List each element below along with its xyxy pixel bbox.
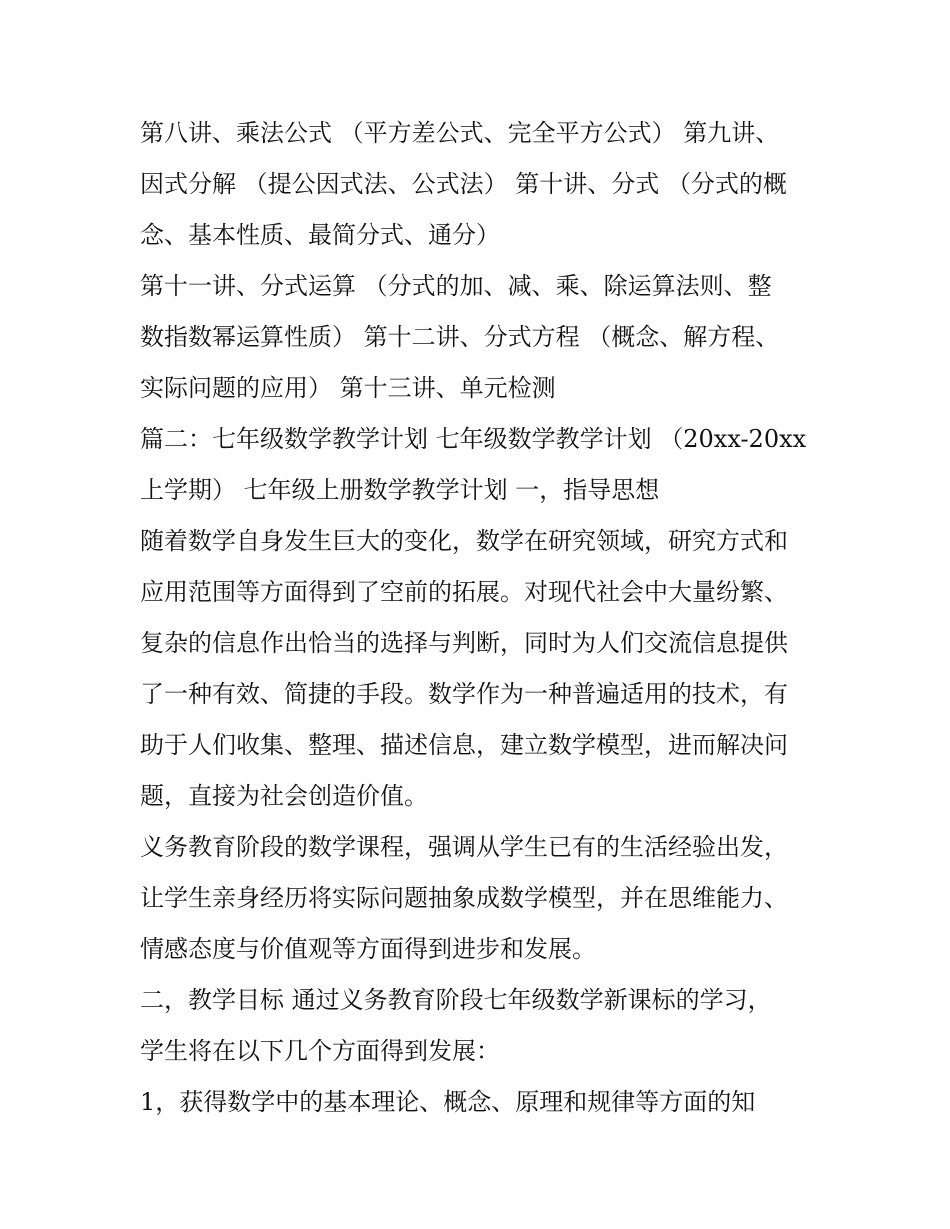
text-line: 上学期） 七年级上册数学教学计划 一，指导思想: [140, 476, 660, 504]
text-line: 二，教学目标 通过义务教育阶段七年级数学新课标的学习，: [140, 986, 772, 1014]
text-line: 情感态度与价值观等方面得到进步和发展。: [140, 935, 596, 963]
text-line: 复杂的信息作出恰当的选择与判断，同时为人们交流信息提供: [140, 629, 788, 657]
text-line: 了一种有效、简捷的手段。数学作为一种普遍适用的技术，有: [140, 680, 788, 708]
text-line: 1，获得数学中的基本理论、概念、原理和规律等方面的知: [140, 1088, 756, 1116]
text-line: 随着数学自身发生巨大的变化，数学在研究领域，研究方式和: [140, 527, 788, 555]
text-line: 题，直接为社会创造价值。: [140, 782, 428, 810]
text-line: 因式分解 （提公因式法、公式法） 第十讲、分式 （分式的概: [140, 170, 787, 198]
text-line: 应用范围等方面得到了空前的拓展。对现代社会中大量纷繁、: [140, 578, 788, 606]
text-line: 学生将在以下几个方面得到发展：: [140, 1037, 500, 1065]
text-line: 第八讲、乘法公式 （平方差公式、完全平方公式） 第九讲、: [140, 119, 780, 147]
text-line: 数指数幂运算性质） 第十二讲、分式方程 （概念、解方程、: [140, 323, 780, 351]
text-line: 念、基本性质、最简分式、通分）: [140, 221, 500, 249]
text-line: 让学生亲身经历将实际问题抽象成数学模型，并在思维能力、: [140, 884, 788, 912]
text-line: 助于人们收集、整理、描述信息，建立数学模型，进而解决问: [140, 731, 788, 759]
text-line: 第十一讲、分式运算 （分式的加、减、乘、除运算法则、整: [140, 272, 772, 300]
text-line: 实际问题的应用） 第十三讲、单元检测: [140, 374, 556, 402]
section-heading: 篇二：七年级数学教学计划 七年级数学教学计划 （20xx-20xx: [140, 425, 807, 453]
document-body: [140, 108, 820, 1128]
text-line: 义务教育阶段的数学课程，强调从学生已有的生活经验出发，: [140, 833, 788, 861]
